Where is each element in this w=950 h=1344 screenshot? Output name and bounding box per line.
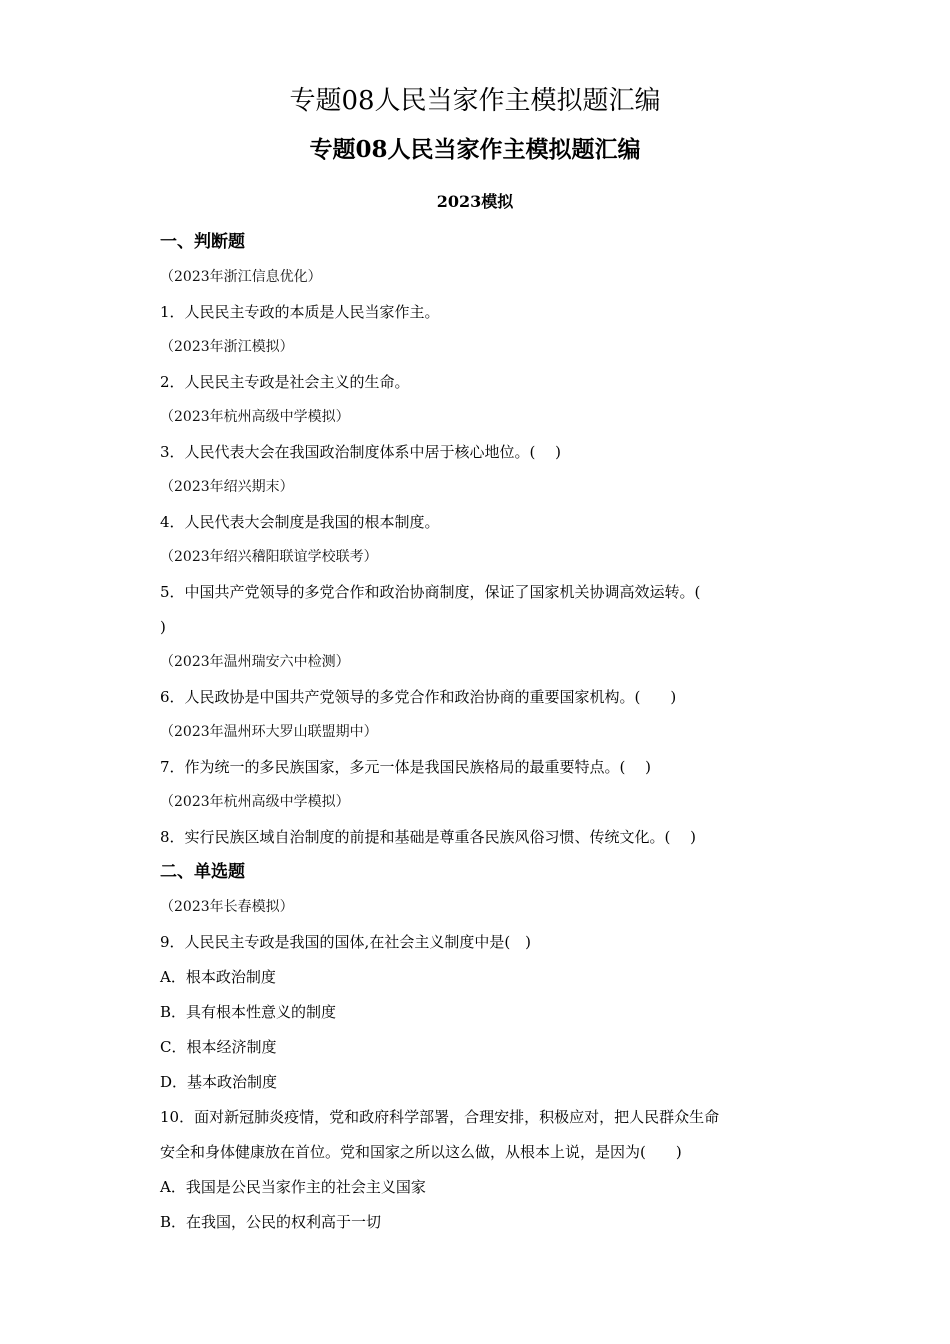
question-text: 3．人民代表大会在我国政治制度体系中居于核心地位。( ) [160,443,562,461]
question-source: （2023年浙江模拟） [160,339,294,355]
question-source: （2023年长春模拟） [160,899,294,915]
question-text: 2．人民民主专政是社会主义的生命。 [160,373,410,391]
question-text: 6．人民政协是中国共产党领导的多党合作和政治协商的重要国家机构。( ) [160,688,677,706]
document-title: 专题08人民当家作主模拟题汇编 [289,86,661,116]
year-heading: 2023模拟 [436,192,514,211]
question-text: 5．中国共产党领导的多党合作和政治协商制度，保证了国家机关协调高效运转。( [160,583,701,601]
answer-option: B．具有根本性意义的制度 [160,1003,337,1021]
section-heading-single-choice: 二、单选题 [160,862,245,882]
answer-option: A．根本政治制度 [160,968,276,986]
document-subtitle: 专题08人民当家作主模拟题汇编 [309,136,641,163]
question-source: （2023年绍兴稽阳联谊学校联考） [160,549,378,565]
answer-option: C．根本经济制度 [160,1038,277,1056]
question-source: （2023年杭州高级中学模拟） [160,409,350,425]
question-text: 9．人民民主专政是我国的国体,在社会主义制度中是( ) [160,933,532,951]
answer-option: B．在我国，公民的权利高于一切 [160,1213,382,1231]
question-text: 10．面对新冠肺炎疫情，党和政府科学部署，合理安排，积极应对，把人民群众生命 [160,1108,720,1126]
document-body [160,225,790,1240]
question-source: （2023年温州瑞安六中检测） [160,654,350,670]
question-text-continued: ) [160,618,166,636]
question-text: 8．实行民族区域自治制度的前提和基础是尊重各民族风俗习惯、传统文化。( ) [160,828,697,846]
question-source: （2023年杭州高级中学模拟） [160,794,350,810]
question-text: 7．作为统一的多民族国家，多元一体是我国民族格局的最重要特点。( ) [160,758,652,776]
question-source: （2023年绍兴期末） [160,479,294,495]
question-text: 4．人民代表大会制度是我国的根本制度。 [160,513,440,531]
question-text-continued: 安全和身体健康放在首位。党和国家之所以这么做，从根本上说，是因为( ) [160,1143,682,1161]
question-source: （2023年浙江信息优化） [160,269,322,285]
question-source: （2023年温州环大罗山联盟期中） [160,724,378,740]
answer-option: A．我国是公民当家作主的社会主义国家 [160,1178,426,1196]
question-text: 1．人民民主专政的本质是人民当家作主。 [160,303,440,321]
answer-option: D．基本政治制度 [160,1073,278,1091]
section-heading-judgment: 一、判断题 [160,232,245,252]
